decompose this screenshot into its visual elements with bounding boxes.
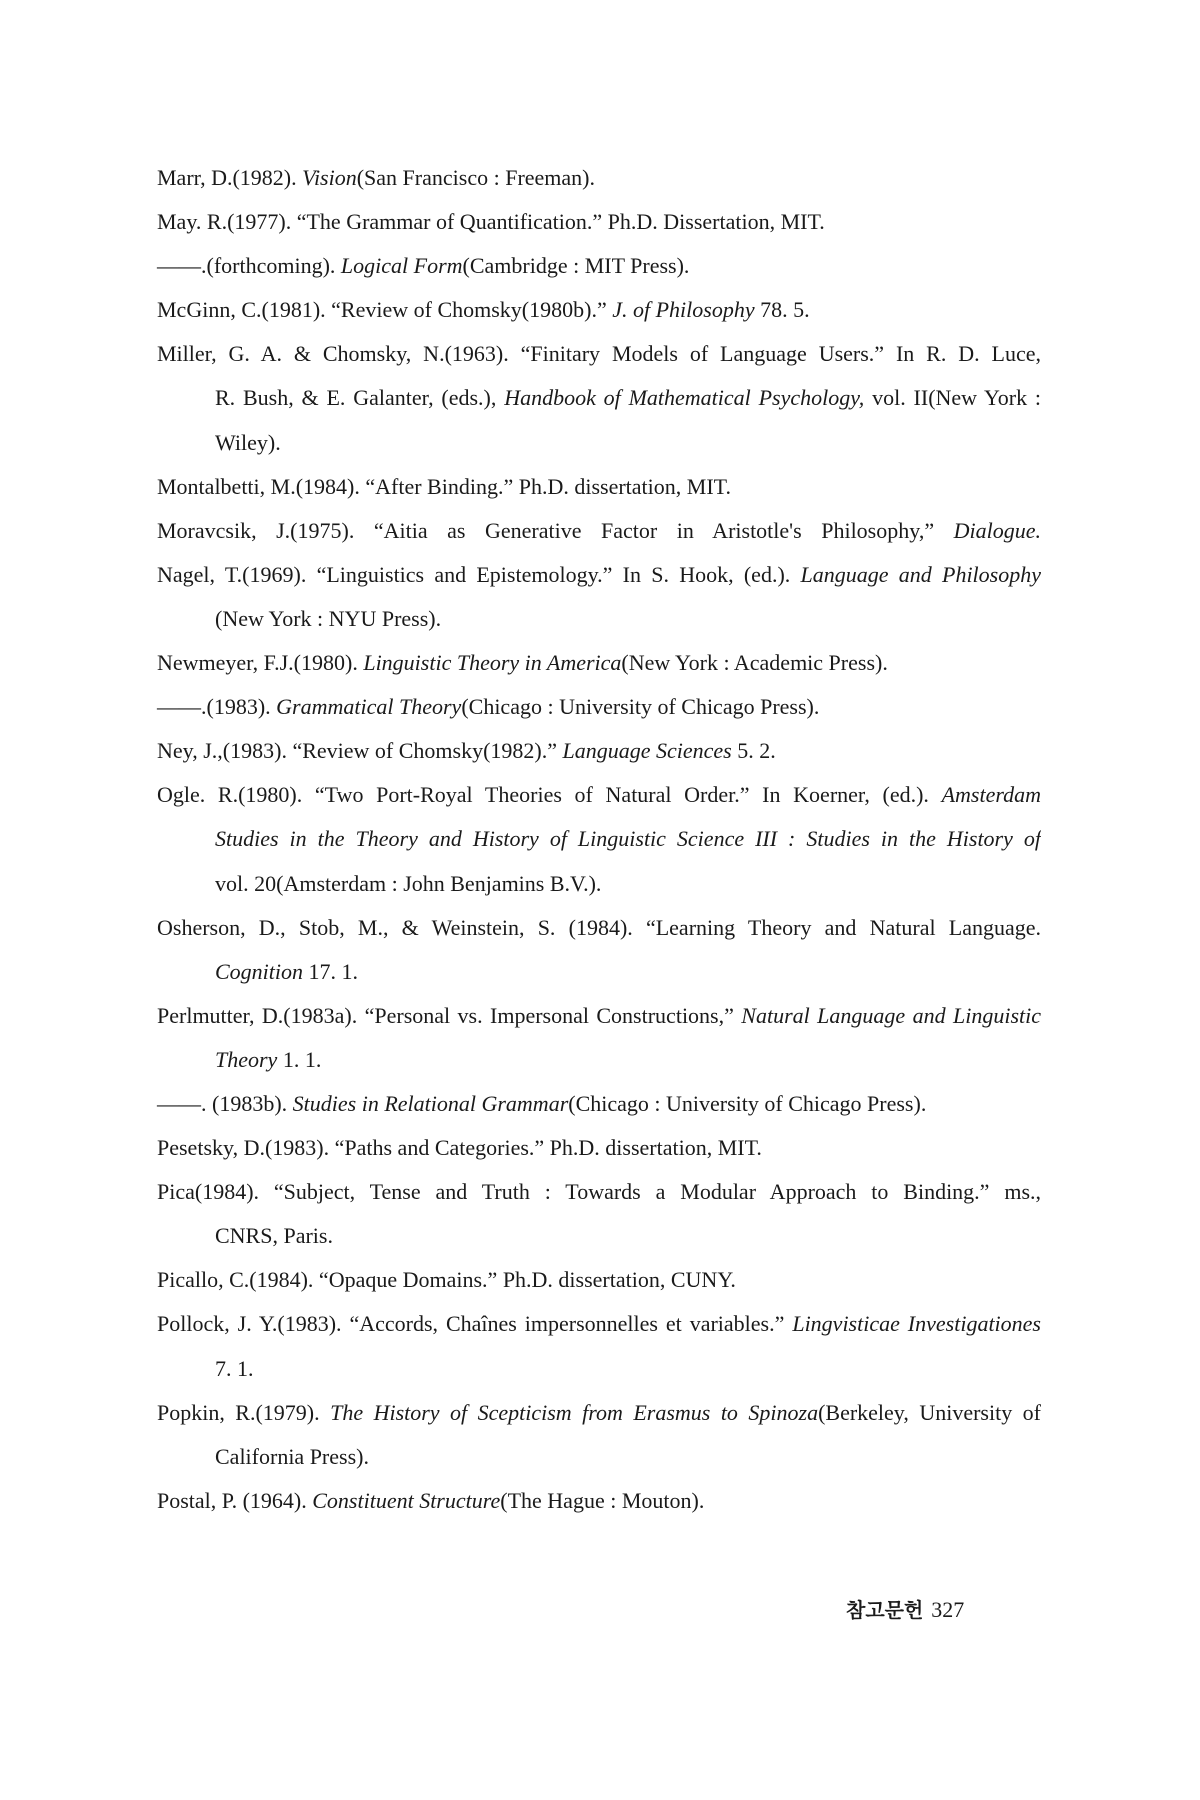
reference-text: Pesetsky, D.(1983). “Paths and Categories.” Ph.D. dissertation, MIT. <box>157 1135 762 1161</box>
reference-text: (Chicago : University of Chicago Press). <box>461 694 820 720</box>
reference-entry <box>157 1479 1041 1523</box>
reference-entry <box>157 685 1041 729</box>
reference-entry <box>157 553 1041 641</box>
reference-entry <box>157 1082 1041 1126</box>
reference-text: Montalbetti, M.(1984). “After Binding.” Ph.D. dissertation, MIT. <box>157 473 731 499</box>
reference-text: CNRS, Paris. <box>215 1223 333 1249</box>
reference-entry <box>157 156 1041 200</box>
reference-text: Popkin, R.(1979). <box>157 1399 331 1425</box>
reference-line <box>157 1214 1041 1258</box>
reference-line <box>157 1302 1041 1346</box>
reference-entry <box>157 465 1041 509</box>
reference-line <box>157 1258 1041 1302</box>
reference-text: ——. (1983b). <box>157 1090 293 1116</box>
reference-text: (New York : Academic Press). <box>621 650 888 676</box>
reference-text: (Chicago : University of Chicago Press). <box>568 1090 927 1116</box>
reference-line <box>157 288 1041 332</box>
page-number: 327 <box>931 1597 965 1622</box>
reference-text: Ney, J.,(1983). “Review of Chomsky(1982).” <box>157 738 563 764</box>
reference-entry <box>157 1126 1041 1170</box>
reference-line <box>157 641 1041 685</box>
reference-text: Pica(1984). “Subject, Tense and Truth : Towards a Modular Approach to Binding.” ms., <box>157 1179 1041 1205</box>
reference-line <box>157 200 1041 244</box>
reference-line <box>157 817 1041 861</box>
reference-entry <box>157 1258 1041 1302</box>
reference-text: Osherson, D., Stob, M., & Weinstein, S. (1984). “Learning Theory and Natural Language. <box>157 914 1041 940</box>
reference-entry <box>157 729 1041 773</box>
reference-list <box>157 156 1041 1523</box>
reference-text: vol. II(New York : <box>864 385 1041 411</box>
reference-text: Wiley). <box>215 429 281 455</box>
reference-text: California Press). <box>215 1443 369 1469</box>
reference-text: Postal, P. (1964). <box>157 1487 313 1513</box>
italic-title: Natural Language and Linguistic <box>741 1002 1041 1028</box>
reference-line <box>157 862 1041 906</box>
reference-line <box>157 1082 1041 1126</box>
italic-title: Dialogue. <box>953 517 1041 543</box>
reference-entry <box>157 1391 1041 1479</box>
italic-title: The History of Scepticism from Erasmus to Spinoza <box>330 1399 819 1425</box>
reference-line <box>157 1479 1041 1523</box>
reference-text: Ogle. R.(1980). “Two Port-Royal Theories of Natural Order.” In Koerner, (ed.). <box>157 782 942 808</box>
reference-line <box>157 729 1041 773</box>
reference-text: ——.(forthcoming). <box>157 253 341 279</box>
reference-entry <box>157 244 1041 288</box>
reference-text: 1. 1. <box>277 1046 322 1072</box>
reference-text: Marr, D.(1982). <box>157 165 303 190</box>
italic-title: Theory <box>215 1046 278 1072</box>
reference-entry <box>157 1170 1041 1258</box>
italic-title: Lingvisticae Investigationes <box>792 1311 1041 1337</box>
italic-title: Studies in the Theory and History of Linguistic Science III : Studies in the History of <box>215 826 1041 852</box>
reference-text: 17. 1. <box>303 958 359 984</box>
reference-entry <box>157 332 1041 464</box>
reference-line <box>157 156 1041 200</box>
italic-title: J. of Philosophy <box>612 297 755 323</box>
reference-entry <box>157 200 1041 244</box>
reference-text: Nagel, T.(1969). “Linguistics and Epistemology.” In S. Hook, (ed.). <box>157 561 801 587</box>
reference-entry <box>157 1302 1041 1390</box>
reference-text: 5. 2. <box>731 738 776 764</box>
reference-line <box>157 597 1041 641</box>
reference-text: Pollock, J. Y.(1983). “Accords, Chaînes impersonnelles et variables.” <box>157 1311 793 1337</box>
reference-line <box>157 994 1041 1038</box>
reference-entry <box>157 906 1041 994</box>
reference-line <box>157 1435 1041 1479</box>
reference-text: (San Francisco : Freeman). <box>356 165 595 190</box>
reference-line <box>157 421 1041 465</box>
italic-title: Language Sciences <box>562 738 732 764</box>
reference-line <box>157 465 1041 509</box>
italic-title: Handbook of Mathematical Psychology, <box>504 385 865 411</box>
italic-title: Cognition <box>215 958 304 984</box>
reference-line <box>157 1170 1041 1214</box>
italic-title: Language and Philosophy <box>800 561 1041 587</box>
reference-line <box>157 1391 1041 1435</box>
reference-entry <box>157 994 1041 1082</box>
reference-text: vol. 20(Amsterdam : John Benjamins B.V.). <box>215 870 602 896</box>
reference-line <box>157 376 1041 420</box>
reference-text: (Berkeley, University of <box>818 1399 1041 1425</box>
italic-title: Constituent Structure <box>312 1487 501 1513</box>
reference-line <box>157 509 1041 553</box>
reference-line <box>157 950 1041 994</box>
reference-entry <box>157 509 1041 553</box>
reference-entry <box>157 641 1041 685</box>
reference-entry <box>157 288 1041 332</box>
reference-text: Picallo, C.(1984). “Opaque Domains.” Ph.D. dissertation, CUNY. <box>157 1267 736 1293</box>
reference-line <box>157 553 1041 597</box>
reference-line <box>157 332 1041 376</box>
reference-text: Miller, G. A. & Chomsky, N.(1963). “Finitary Models of Language Users.” In R. D. Luce, <box>157 341 1041 367</box>
italic-title: Amsterdam <box>941 782 1041 808</box>
reference-text: (The Hague : Mouton). <box>500 1487 705 1513</box>
italic-title: Logical Form <box>340 253 463 279</box>
italic-title: Studies in Relational Grammar <box>292 1090 569 1116</box>
reference-line <box>157 685 1041 729</box>
reference-line <box>157 773 1041 817</box>
reference-text: (Cambridge : MIT Press). <box>462 253 690 279</box>
reference-text: (New York : NYU Press). <box>215 605 442 631</box>
page-footer <box>846 1594 964 1623</box>
reference-text: Perlmutter, D.(1983a). “Personal vs. Impersonal Constructions,” <box>157 1002 742 1028</box>
reference-line <box>157 1038 1041 1082</box>
italic-title: Vision <box>302 165 357 190</box>
italic-title: Linguistic Theory in America <box>363 650 622 676</box>
reference-line <box>157 906 1041 950</box>
italic-title: Grammatical Theory <box>276 694 462 720</box>
reference-text: May. R.(1977). “The Grammar of Quantification.” Ph.D. Dissertation, MIT. <box>157 209 825 235</box>
reference-text: Newmeyer, F.J.(1980). <box>157 650 364 676</box>
reference-text: McGinn, C.(1981). “Review of Chomsky(1980b).” <box>157 297 613 323</box>
reference-text: R. Bush, & E. Galanter, (eds.), <box>215 385 505 411</box>
reference-text: Moravcsik, J.(1975). “Aitia as Generative Factor in Aristotle's Philosophy,” <box>157 517 954 543</box>
reference-entry <box>157 773 1041 905</box>
reference-line <box>157 244 1041 288</box>
reference-text: 78. 5. <box>754 297 810 323</box>
reference-line <box>157 1347 1041 1391</box>
reference-text: 7. 1. <box>215 1355 254 1381</box>
section-title: 참고문헌 <box>846 1598 924 1622</box>
reference-line <box>157 1126 1041 1170</box>
reference-text: ——.(1983). <box>157 694 277 720</box>
